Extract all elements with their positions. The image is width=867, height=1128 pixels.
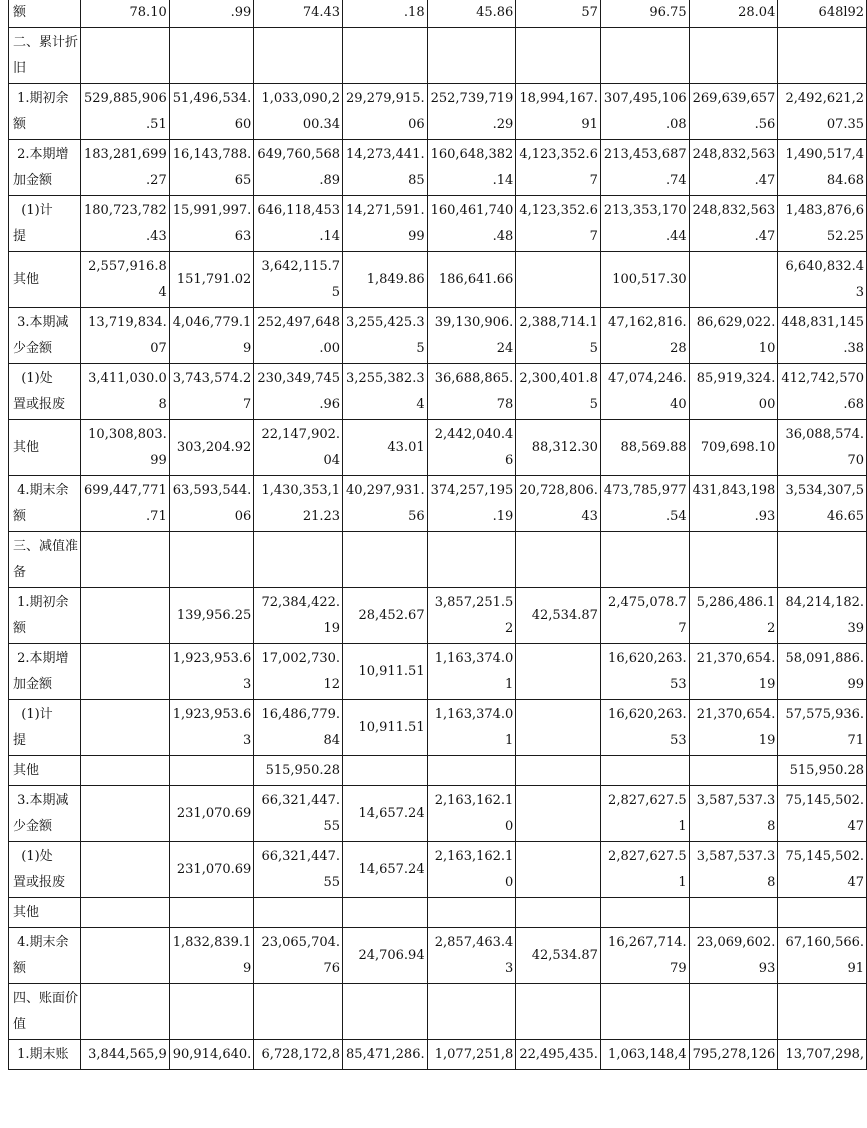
table-cell: 18,994,167. 91 (516, 84, 601, 140)
row-label: 其他 (9, 898, 81, 928)
table-cell: 2,857,463.4 3 (427, 928, 516, 984)
table-cell (600, 756, 689, 786)
table-cell: .99 (169, 0, 254, 28)
table-row (9, 842, 867, 898)
table-cell (169, 898, 254, 928)
table-cell: 1,077,251,8 (427, 1040, 516, 1070)
table-cell: 21,370,654. 19 (689, 644, 778, 700)
table-cell: 88,312.30 (516, 420, 601, 476)
table-cell: 3,844,565,9 (81, 1040, 170, 1070)
table-cell: 1,033,090,2 00.34 (254, 84, 343, 140)
table-cell: 213,453,687 .74 (600, 140, 689, 196)
table-row (9, 928, 867, 984)
table-cell: 2,827,627.5 1 (600, 842, 689, 898)
table-cell (689, 898, 778, 928)
table-cell (81, 28, 170, 84)
table-cell: 2,300,401.8 5 (516, 364, 601, 420)
fixed-asset-table (8, 0, 867, 1070)
table-cell: 473,785,977 .54 (600, 476, 689, 532)
table-cell (427, 532, 516, 588)
table-cell: 20,728,806. 43 (516, 476, 601, 532)
table-cell: 1,849.86 (343, 252, 428, 308)
table-cell: 28.04 (689, 0, 778, 28)
table-row (9, 756, 867, 786)
table-cell: 67,160,566. 91 (778, 928, 867, 984)
table-cell: 3,534,307,5 46.65 (778, 476, 867, 532)
row-label: 4.期末余 额 (9, 476, 81, 532)
table-cell: 21,370,654. 19 (689, 700, 778, 756)
row-label: 其他 (9, 420, 81, 476)
row-label: 3.本期减 少金额 (9, 786, 81, 842)
table-cell (600, 984, 689, 1040)
table-cell (343, 984, 428, 1040)
table-cell: 74.43 (254, 0, 343, 28)
table-cell: 374,257,195 .19 (427, 476, 516, 532)
table-cell: 186,641.66 (427, 252, 516, 308)
table-cell: 86,629,022. 10 (689, 308, 778, 364)
table-cell: 252,497,648 .00 (254, 308, 343, 364)
table-cell (516, 532, 601, 588)
table-cell: 75,145,502. 47 (778, 786, 867, 842)
table-cell: 2,492,621,2 07.35 (778, 84, 867, 140)
table-cell: 63,593,544. 06 (169, 476, 254, 532)
table-cell: 100,517.30 (600, 252, 689, 308)
table-cell: 699,447,771 .71 (81, 476, 170, 532)
table-row (9, 140, 867, 196)
table-cell: 1,923,953.6 3 (169, 700, 254, 756)
table-cell: 43.01 (343, 420, 428, 476)
table-cell: 13,707,298, (778, 1040, 867, 1070)
table-cell: 16,143,788. 65 (169, 140, 254, 196)
table-cell: 17,002,730. 12 (254, 644, 343, 700)
table-cell (516, 252, 601, 308)
table-cell: 42,534.87 (516, 928, 601, 984)
table-cell (516, 756, 601, 786)
table-cell: 2,163,162.1 0 (427, 786, 516, 842)
table-cell: 248,832,563 .47 (689, 140, 778, 196)
table-cell: 10,911.51 (343, 644, 428, 700)
row-label: 1.期初余 额 (9, 588, 81, 644)
row-label: 1.期初余 额 (9, 84, 81, 140)
table-cell: 649,760,568 .89 (254, 140, 343, 196)
table-cell: 22,147,902. 04 (254, 420, 343, 476)
table-cell (343, 898, 428, 928)
table-cell: 160,648,382 .14 (427, 140, 516, 196)
table-cell: 88,569.88 (600, 420, 689, 476)
row-label: 3.本期减 少金额 (9, 308, 81, 364)
table-row (9, 420, 867, 476)
table-cell: 431,843,198 .93 (689, 476, 778, 532)
table-cell (169, 756, 254, 786)
table-cell (516, 842, 601, 898)
table-row (9, 786, 867, 842)
table-cell: 709,698.10 (689, 420, 778, 476)
table-cell: 3,255,382.3 4 (343, 364, 428, 420)
table-cell (778, 28, 867, 84)
table-cell: 78.10 (81, 0, 170, 28)
table-cell: 230,349,745 .96 (254, 364, 343, 420)
table-cell: 231,070.69 (169, 842, 254, 898)
table-cell (81, 588, 170, 644)
table-cell: 16,267,714. 79 (600, 928, 689, 984)
table-cell: 269,639,657 .56 (689, 84, 778, 140)
table-cell: 13,719,834. 07 (81, 308, 170, 364)
table-cell (81, 756, 170, 786)
table-cell (81, 532, 170, 588)
table-cell (516, 644, 601, 700)
table-cell: 2,388,714.1 5 (516, 308, 601, 364)
table-cell: 16,620,263. 53 (600, 644, 689, 700)
table-cell (343, 28, 428, 84)
table-row (9, 476, 867, 532)
table-cell: 2,442,040.4 6 (427, 420, 516, 476)
table-cell: 16,620,263. 53 (600, 700, 689, 756)
table-cell: 47,162,816. 28 (600, 308, 689, 364)
table-cell: 2,827,627.5 1 (600, 786, 689, 842)
table-cell: 3,642,115.7 5 (254, 252, 343, 308)
table-cell (516, 898, 601, 928)
table-cell (81, 928, 170, 984)
table-cell (254, 532, 343, 588)
row-label: (1)计 提 (9, 196, 81, 252)
table-cell: 213,353,170 .44 (600, 196, 689, 252)
table-cell: 180,723,782 .43 (81, 196, 170, 252)
table-cell (254, 898, 343, 928)
table-cell (516, 28, 601, 84)
table-cell (81, 984, 170, 1040)
row-label: 二、累计折 旧 (9, 28, 81, 84)
table-cell: 648l92 (778, 0, 867, 28)
table-cell (689, 984, 778, 1040)
table-row (9, 364, 867, 420)
table-row (9, 84, 867, 140)
table-cell: 529,885,906 .51 (81, 84, 170, 140)
row-label: 其他 (9, 756, 81, 786)
table-cell (516, 786, 601, 842)
table-cell (343, 756, 428, 786)
table-cell: 14,657.24 (343, 786, 428, 842)
table-cell: 2,557,916.8 4 (81, 252, 170, 308)
table-cell: .18 (343, 0, 428, 28)
table-cell: 6,728,172,8 (254, 1040, 343, 1070)
table-cell: 84,214,182. 39 (778, 588, 867, 644)
table-cell: 29,279,915. 06 (343, 84, 428, 140)
table-cell: 1,832,839.1 9 (169, 928, 254, 984)
table-cell (343, 532, 428, 588)
table-cell: 6,640,832.4 3 (778, 252, 867, 308)
table-cell: 16,486,779. 84 (254, 700, 343, 756)
table-cell: 75,145,502. 47 (778, 842, 867, 898)
table-cell (600, 28, 689, 84)
table-cell: 3,857,251.5 2 (427, 588, 516, 644)
table-cell: 448,831,145 .38 (778, 308, 867, 364)
table-cell: 303,204.92 (169, 420, 254, 476)
table-cell: 85,919,324. 00 (689, 364, 778, 420)
table-cell: 40,297,931. 56 (343, 476, 428, 532)
table-cell: 14,273,441. 85 (343, 140, 428, 196)
table-cell (516, 984, 601, 1040)
table-cell (169, 532, 254, 588)
row-label: 其他 (9, 252, 81, 308)
table-cell: 10,308,803. 99 (81, 420, 170, 476)
table-cell (81, 786, 170, 842)
table-cell (254, 984, 343, 1040)
row-label: 额 (9, 0, 81, 28)
table-cell: 22,495,435. (516, 1040, 601, 1070)
table-cell: 3,411,030.0 8 (81, 364, 170, 420)
table-cell: 14,271,591. 99 (343, 196, 428, 252)
table-cell (778, 532, 867, 588)
table-cell (427, 28, 516, 84)
table-cell: 45.86 (427, 0, 516, 28)
table-cell (516, 700, 601, 756)
table-cell (81, 898, 170, 928)
table-row (9, 28, 867, 84)
table-cell: 47,074,246. 40 (600, 364, 689, 420)
table-cell (427, 898, 516, 928)
table-row (9, 252, 867, 308)
table-cell: 1,163,374.0 1 (427, 700, 516, 756)
table-cell: 36,688,865. 78 (427, 364, 516, 420)
table-cell: 23,065,704. 76 (254, 928, 343, 984)
table-row (9, 1040, 867, 1070)
table-row (9, 308, 867, 364)
table-cell: 5,286,486.1 2 (689, 588, 778, 644)
table-cell: 85,471,286. (343, 1040, 428, 1070)
row-label: (1)计 提 (9, 700, 81, 756)
table-row (9, 700, 867, 756)
table-cell: 96.75 (600, 0, 689, 28)
table-cell: 1,430,353,1 21.23 (254, 476, 343, 532)
table-cell: 307,495,106 .08 (600, 84, 689, 140)
table-cell (689, 28, 778, 84)
table-cell (81, 644, 170, 700)
row-label: 四、账面价 值 (9, 984, 81, 1040)
table-cell (600, 898, 689, 928)
row-label: 2.本期增 加金额 (9, 140, 81, 196)
table-cell: 1,483,876,6 52.25 (778, 196, 867, 252)
table-cell: 36,088,574. 70 (778, 420, 867, 476)
table-cell: 1,063,148,4 (600, 1040, 689, 1070)
table-cell: 795,278,126 (689, 1040, 778, 1070)
row-label: 2.本期增 加金额 (9, 644, 81, 700)
table-cell: 10,911.51 (343, 700, 428, 756)
table-cell: 646,118,453 .14 (254, 196, 343, 252)
table-cell (778, 984, 867, 1040)
table-row (9, 532, 867, 588)
table-cell: 1,163,374.0 1 (427, 644, 516, 700)
table-row (9, 644, 867, 700)
table-cell: 3,255,425.3 5 (343, 308, 428, 364)
table-cell (169, 28, 254, 84)
row-label: 三、减值准 备 (9, 532, 81, 588)
table-cell: 14,657.24 (343, 842, 428, 898)
table-cell (689, 756, 778, 786)
table-cell: 4,123,352.6 7 (516, 196, 601, 252)
row-label: (1)处 置或报废 (9, 364, 81, 420)
table-cell (689, 252, 778, 308)
table-cell (169, 984, 254, 1040)
table-cell (778, 898, 867, 928)
table-cell: 24,706.94 (343, 928, 428, 984)
table-cell: 2,475,078.7 7 (600, 588, 689, 644)
table-cell: 3,743,574.2 7 (169, 364, 254, 420)
table-row (9, 588, 867, 644)
table-cell (427, 984, 516, 1040)
table-cell: 3,587,537.3 8 (689, 786, 778, 842)
row-label: (1)处 置或报废 (9, 842, 81, 898)
table-cell: 57,575,936. 71 (778, 700, 867, 756)
table-cell: 42,534.87 (516, 588, 601, 644)
table-cell: 3,587,537.3 8 (689, 842, 778, 898)
table-cell: 139,956.25 (169, 588, 254, 644)
table-cell: 66,321,447. 55 (254, 842, 343, 898)
table-cell: 515,950.28 (778, 756, 867, 786)
table-cell: 160,461,740 .48 (427, 196, 516, 252)
table-cell: 515,950.28 (254, 756, 343, 786)
table-cell: 90,914,640. (169, 1040, 254, 1070)
table-cell (254, 28, 343, 84)
table-cell (427, 756, 516, 786)
table-cell: 252,739,719 .29 (427, 84, 516, 140)
table-cell: 4,123,352.6 7 (516, 140, 601, 196)
row-label: 1.期末账 (9, 1040, 81, 1070)
table-cell: 72,384,422. 19 (254, 588, 343, 644)
table-cell: 2,163,162.1 0 (427, 842, 516, 898)
table-cell: 66,321,447. 55 (254, 786, 343, 842)
table-cell: 23,069,602. 93 (689, 928, 778, 984)
table-cell: 1,923,953.6 3 (169, 644, 254, 700)
table-cell: 58,091,886. 99 (778, 644, 867, 700)
table-cell: 28,452.67 (343, 588, 428, 644)
table-cell (600, 532, 689, 588)
table-cell: 231,070.69 (169, 786, 254, 842)
table-row (9, 196, 867, 252)
table-cell (81, 700, 170, 756)
row-label: 4.期末余 额 (9, 928, 81, 984)
table-cell: 183,281,699 .27 (81, 140, 170, 196)
table-cell (81, 842, 170, 898)
table-row (9, 0, 867, 28)
table-cell: 248,832,563 .47 (689, 196, 778, 252)
table-row (9, 898, 867, 928)
table-cell (689, 532, 778, 588)
table-cell: 51,496,534. 60 (169, 84, 254, 140)
table-cell: 15,991,997. 63 (169, 196, 254, 252)
table-cell: 151,791.02 (169, 252, 254, 308)
table-body (9, 0, 867, 1070)
table-cell: 39,130,906. 24 (427, 308, 516, 364)
table-cell: 412,742,570 .68 (778, 364, 867, 420)
table-cell: 57 (516, 0, 601, 28)
table-cell: 1,490,517,4 84.68 (778, 140, 867, 196)
table-row (9, 984, 867, 1040)
table-cell: 4,046,779.1 9 (169, 308, 254, 364)
